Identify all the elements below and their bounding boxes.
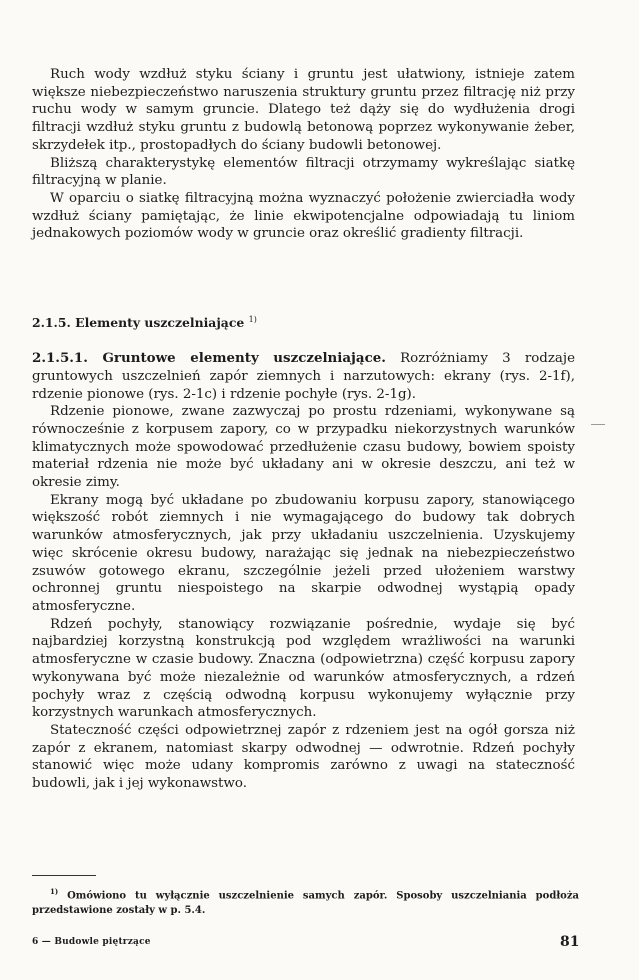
page-number: 81: [560, 934, 580, 950]
paragraph: Ruch wody wzdłuż styku ściany i gruntu jest ułatwiony, istnieje zatem większe niebezpieczeństwo naruszenia struktury gruntu przez filtrację niż przy ruchu wody w samym gruncie. Dlatego też dąży się do wydłużenia drogi filtracji wzdłuż styku gruntu z budowlą betonową poprzez wykonywanie żeber, skrzydełek itp., prostopadłych do ściany budowli betonowej.: [32, 67, 575, 153]
paragraph: Rdzeń pochyły, stanowiący rozwiązanie pośrednie, wydaje się być najbardziej korzystną konstrukcją pod względem wrażliwości na warunki atmosferyczne w czasie budowy. Znaczna (odpowietrzna) część korpusu zapory wykonywana być może niezależnie od warunków atmosferycznych, a rdzeń pochyły wraz z częścią odwodną korpusu wykonujemy wyłącznie przy korzystnych warunkach atmosferycznych.: [32, 616, 575, 721]
paragraph: Rdzenie pionowe, zwane zazwyczaj po prostu rdzeniami, wykonywane są równocześnie z korpusem zapory, co w przypadku niekorzystnych warunków klimatycznych może spowodować przedłużenie czasu budowy, bowiem spoisty materiał rdzenia nie może być układany ani w okresie deszczu, ani też w okresie zimy.: [32, 404, 575, 491]
footnote-reference: 1): [248, 315, 257, 325]
section-heading-text: 2.1.5. Elementy uszczelniające: [32, 315, 245, 331]
footnote-text: Omówiono tu wyłącznie uszczelnienie samych zapór. Sposoby uszczelniania podłoża przedstawione zostały w p. 5.4.: [32, 890, 579, 917]
subsection-heading: 2.1.5.1. Gruntowe elementy uszczelniające.: [32, 350, 386, 367]
section-heading: [32, 311, 575, 331]
subsection-lead-text: Rozróżniamy 3 rodzaje gruntowych uszczelnień zapór ziemnych i narzutowych: ekrany (rys. 2-1f), rdzenie pionowe (rys. 2-1c) i rdzenie pochyłe (rys. 2-1g).: [32, 351, 575, 402]
running-footer: 6 — Budowle piętrzące: [32, 937, 151, 947]
footnote-mark: 1): [50, 887, 59, 896]
page-body: [32, 66, 575, 793]
paragraph: Stateczność części odpowietrznej zapór z rdzeniem jest na ogół gorsza niż zapór z ekranem, natomiast skarpy odwodnej — odwrotnie. Rdzeń pochyły stanowić więc może udany kompromis zarówno z uwagi na stateczność budowli, jak i jej wykonawstwo.: [32, 722, 575, 792]
subsection-paragraph: [32, 350, 575, 403]
paragraph: Bliższą charakterystykę elementów filtracji otrzymamy wykreślając siatkę filtracyjną w planie.: [32, 155, 575, 189]
footnote: [32, 884, 579, 918]
paragraph: Ekrany mogą być układane po zbudowaniu korpusu zapory, stanowiącego większość robót ziemnych i nie wymagającego do budowy tak dobrych warunków atmosferycznych, jak przy układaniu uszczelnienia. Uzyskujemy więc skrócenie okresu budowy, narażając się jednak na niebezpieczeństwo zsuwów gotowego ekranu, szczególnie jeżeli przed ułożeniem warstwy ochronnej gruntu niespoistego na skarpie odwodnej wystąpią opady atmosferyczne.: [32, 492, 575, 614]
footnote-divider: [32, 875, 96, 876]
margin-mark: [591, 424, 605, 425]
paragraph: W oparciu o siatkę filtracyjną można wyznaczyć położenie zwierciadła wody wzdłuż ściany pamiętając, że linie ekwipotencjalne odpowiadają tu liniom jednakowych poziomów wody w gruncie oraz określić gradienty filtracji.: [32, 190, 575, 242]
